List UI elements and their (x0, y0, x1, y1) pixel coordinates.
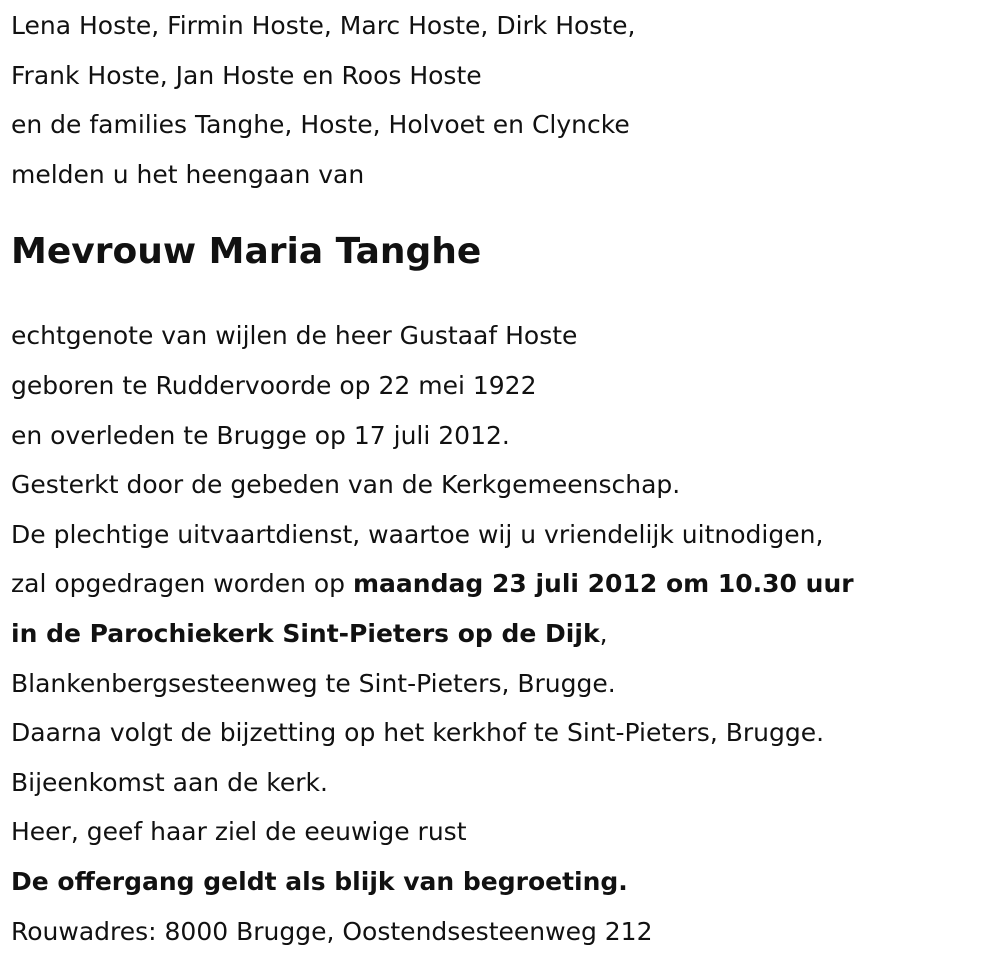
service-datetime: maandag 23 juli 2012 om 10.30 uur (353, 569, 854, 599)
family-line-1: Lena Hoste, Firmin Hoste, Marc Hoste, Dirk Hoste, (11, 11, 636, 40)
birth-line: geboren te Ruddervoorde op 22 mei 1922 (11, 370, 537, 400)
deceased-name: Mevrouw Maria Tanghe (11, 231, 482, 273)
service-time-line (11, 559, 991, 609)
details-block (11, 311, 991, 956)
service-church-suffix: , (599, 618, 608, 648)
death-line: en overleden te Brugge op 17 juli 2012. (11, 420, 510, 450)
spouse-line: echtgenote van wijlen de heer Gustaaf Hoste (11, 321, 578, 351)
service-church: in de Parochiekerk Sint-Pieters op de Dijk (11, 618, 600, 648)
family-line-2: Frank Hoste, Jan Hoste en Roos Hoste (11, 60, 482, 90)
offering-line: De offergang geldt als blijk van begroeting. (11, 866, 628, 896)
service-prefix: zal opgedragen worden op (11, 569, 353, 599)
burial-line: Daarna volgt de bijzetting op het kerkhof te Sint-Pieters, Brugge. (11, 718, 825, 748)
family-line-3: en de families Tanghe, Hoste, Holvoet en Clyncke (11, 110, 630, 140)
announcement-line: melden u het heengaan van (11, 159, 365, 189)
announcing-family-block (11, 0, 991, 199)
service-church-line (11, 609, 991, 659)
service-invite-line: De plechtige uitvaartdienst, waartoe wij u vriendelijk uitnodigen, (11, 519, 824, 549)
church-address-line: Blankenbergsesteenweg te Sint-Pieters, Brugge. (11, 668, 616, 698)
sacraments-line: Gesterkt door de gebeden van de Kerkgemeenschap. (11, 470, 681, 500)
prayer-line: Heer, geef haar ziel de eeuwige rust (11, 817, 467, 847)
mourning-address-line: Rouwadres: 8000 Brugge, Oostendsesteenweg 212 (11, 916, 653, 946)
gathering-line: Bijeenkomst aan de kerk. (11, 767, 328, 797)
death-notice (11, 0, 991, 956)
